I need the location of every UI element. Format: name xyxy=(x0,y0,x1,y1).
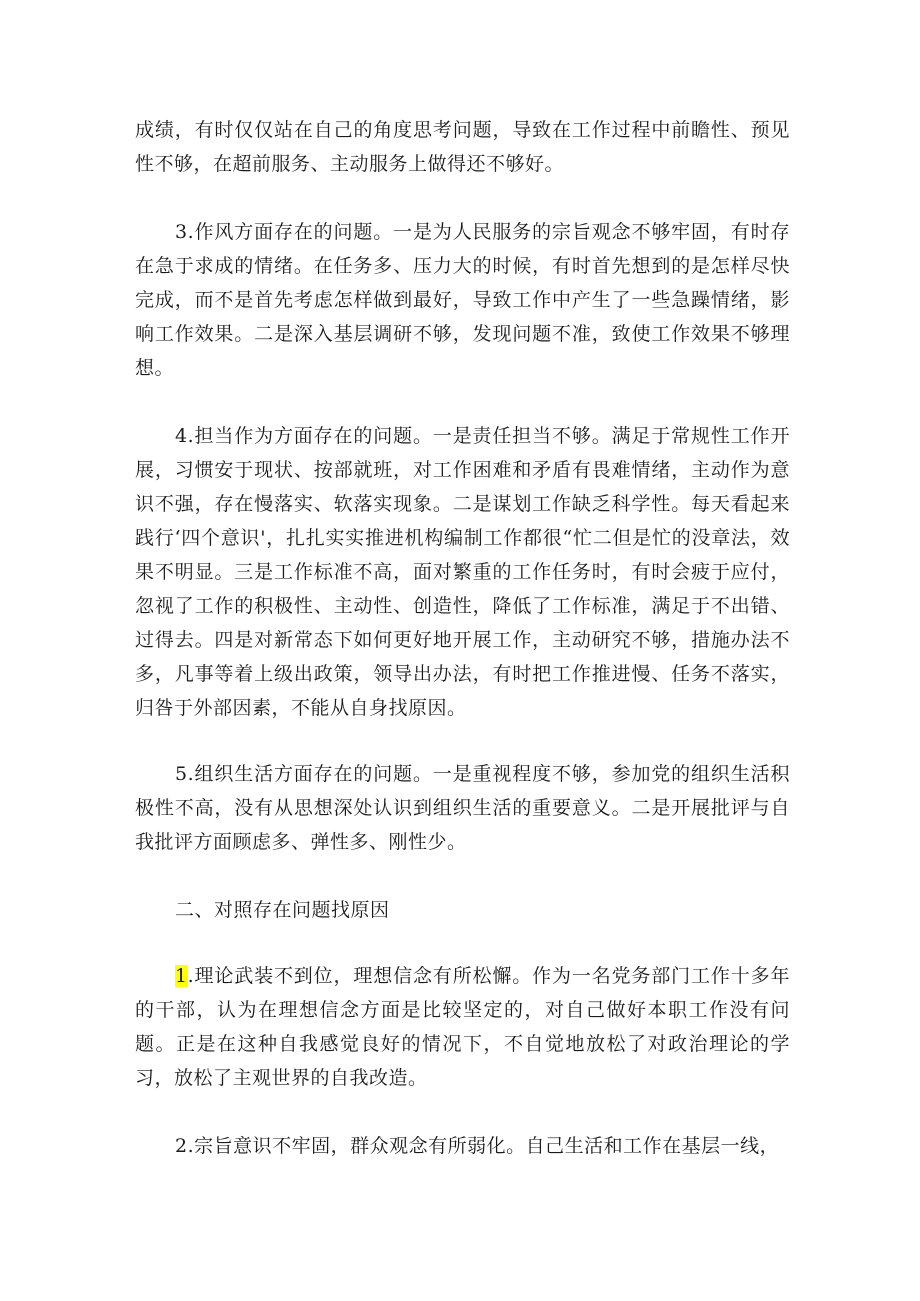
section-heading: 二、对照存在问题找原因 xyxy=(175,899,390,921)
paragraph-item-3: 3.作风方面存在的问题。一是为人民服务的宗旨观念不够牢固，有时存在急于求成的情绪。在任务多、压力大的时候，有时首先想到的是怎样尽快完成，而不是首先考虑怎样做到最好，导致工作中产生了一些急躁情绪，影响工作效果。二是深入基层调研不够，发现问题不准，致使工作效果不够理想。 xyxy=(135,221,790,379)
paragraph-item-5: 5.组织生活方面存在的问题。一是重视程度不够，参加党的组织生活积极性不高，没有从思想深处认识到组织生活的重要意义。二是开展批评与自我批评方面顾虑多、弹性多、刚性少。 xyxy=(135,763,790,853)
paragraph-cause-1-text: .理论武装不到位，理想信念有所松懈。作为一名党务部门工作十多年的干部，认为在理想信念方面是比较坚定的，对自己做好本职工作没有问题。正是在这种自我感觉良好的情况下，不自觉地放松了对政治理论的学习，放松了主观世界的自我改造。 xyxy=(135,965,790,1089)
paragraph-item-4: 4.担当作为方面存在的问题。一是责任担当不够。满足于常规性工作开展，习惯安于现状、按部就班，对工作困难和矛盾有畏难情绪，主动作为意识不强，存在慢落实、软落实现象。二是谋划工作缺乏科学性。每天看起来践行‘四个意识'，扎扎实实推进机构编制工作都很“忙二但是忙的没章法，效果不明显。三是工作标准不高，面对繁重的工作任务时，有时会疲于应付，忽视了工作的积极性、主动性、创造性，降低了工作标准，满足于不出错、过得去。四是对新常态下如何更好地开展工作，主动研究不够，措施办法不多，凡事等着上级出政策，领导出办法，有时把工作推进慢、任务不落实，归咎于外部因素，不能从自身找原因。 xyxy=(135,425,790,719)
paragraph-cause-1 xyxy=(135,959,790,1095)
paragraph-cause-2: 2.宗旨意识不牢固，群众观念有所弱化。自己生活和工作在基层一线， xyxy=(175,1135,780,1157)
paragraph-continuation: 成绩，有时仅仅站在自己的角度思考问题，导致在工作过程中前瞻性、预见性不够，在超前服务、主动服务上做得还不够好。 xyxy=(135,119,790,175)
highlighted-number: 1 xyxy=(175,965,188,987)
